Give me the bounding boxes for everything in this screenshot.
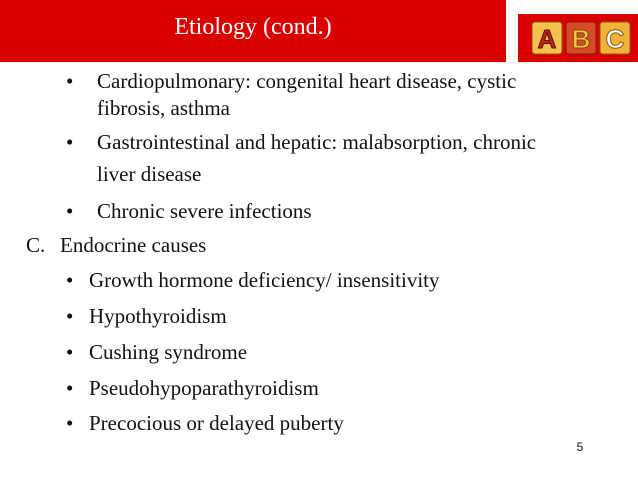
slide-title: Etiology (cond.) [174, 14, 332, 40]
bullet-marker: • [66, 304, 74, 328]
list-item-line: fibrosis, asthma [97, 96, 230, 120]
section-heading: Endocrine causes [60, 233, 207, 257]
list-item-line: Hypothyroidism [89, 304, 227, 328]
bullet-marker: • [66, 376, 74, 400]
list-item-line: Cardiopulmonary: congenital heart disease, cystic [97, 69, 517, 93]
bullet-marker: • [66, 268, 74, 292]
section-marker: C. [26, 233, 46, 257]
logo-letter-a: A [537, 24, 557, 54]
bullet-marker: • [66, 199, 74, 223]
bullet-marker: • [66, 130, 74, 154]
list-item-line: Pseudohypoparathyroidism [89, 376, 319, 400]
logo-letter-c: C [605, 24, 625, 54]
page-number: 5 [576, 440, 584, 454]
logo-letter-b: B [571, 24, 591, 54]
list-item-line: Chronic severe infections [97, 199, 312, 223]
bullet-marker: • [66, 411, 74, 435]
list-item-line: liver disease [97, 162, 202, 186]
list-item-line: Growth hormone deficiency/ insensitivity [89, 268, 440, 292]
title-bar [0, 0, 506, 62]
bullet-marker: • [66, 340, 74, 364]
list-item-line: Gastrointestinal and hepatic: malabsorption, chronic [97, 130, 537, 154]
bullet-marker: • [66, 69, 74, 93]
abc-logo [532, 20, 632, 56]
list-item-line: Precocious or delayed puberty [89, 411, 344, 435]
list-item-line: Cushing syndrome [89, 340, 248, 364]
